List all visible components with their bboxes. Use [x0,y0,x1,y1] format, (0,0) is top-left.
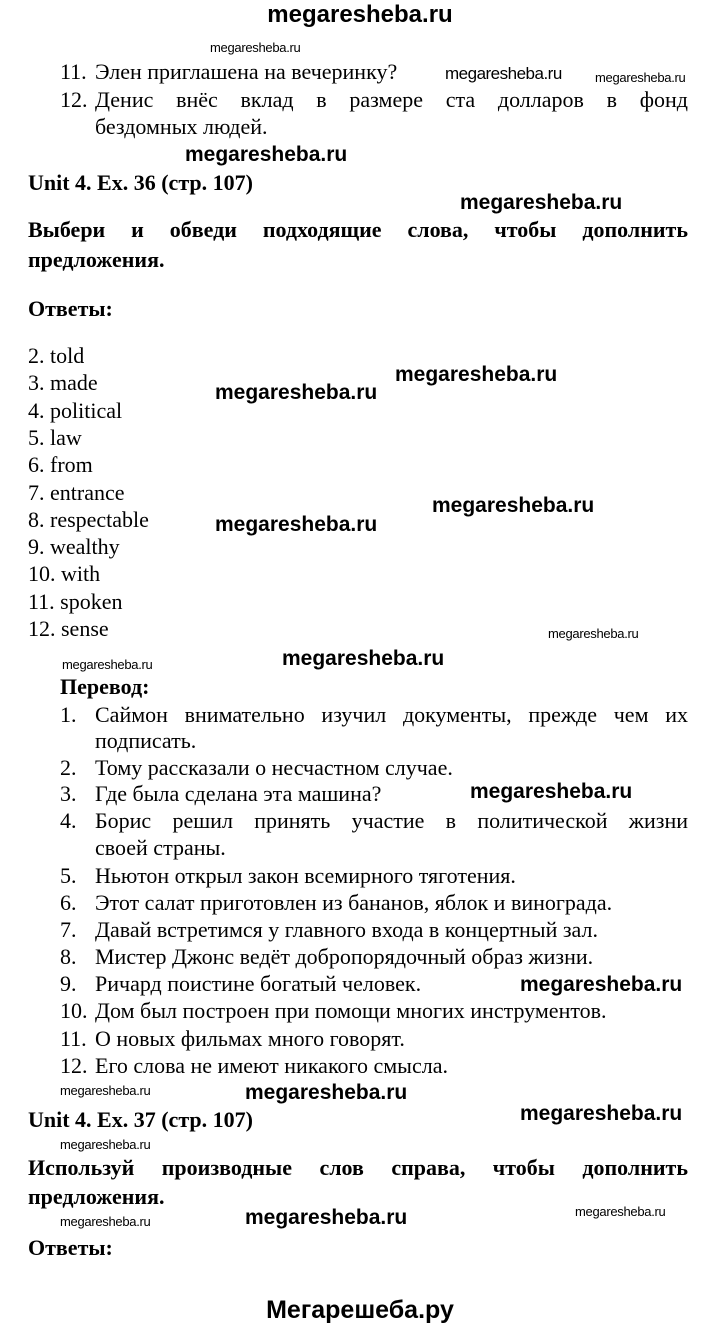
item-number: 8. [60,944,77,969]
item-text: Денис внёс вклад в размере ста долларов в фонд [95,87,688,112]
ex36-title: Unit 4. Ex. 36 (стр. 107) [28,170,253,195]
item-text: Элен приглашена на вечеринку? [95,59,398,84]
item-text: Где была сделана эта машина? [95,781,382,806]
translation-item [60,863,688,889]
watermark: megaresheba.ru [595,70,686,85]
item-number: 5. [60,863,77,888]
translation-item [60,1053,688,1079]
watermark: megaresheba.ru [575,1204,666,1219]
item-text: О новых фильмах много говорят. [95,1026,405,1051]
item-number: 6. [60,890,77,915]
watermark: megaresheba.ru [215,513,378,536]
watermark: megaresheba.ru [548,626,639,641]
item-number: 7. [60,917,77,942]
answer-item: 3. made [28,370,98,396]
item-text: Саймон внимательно изучил документы, прежде чем их [95,702,688,727]
item-text: Ньютон открыл закон всемирного тяготения. [95,863,516,888]
translation-item [60,1026,688,1052]
item-number: 11. [60,1026,87,1051]
translation-item [60,890,688,916]
item-number: 12. [60,87,88,112]
ex36-translation-label: Перевод: [60,674,150,699]
answer-item: 9. wealthy [28,534,120,560]
translation-item-continuation: подписать. [95,728,197,753]
list-item [60,59,688,85]
site-header: megaresheba.ru [267,1,453,28]
item-number: 1. [60,702,77,727]
ex37-task-line2: предложения. [28,1184,165,1209]
item-text: Его слова не имеют никакого смысла. [95,1053,448,1078]
item-text: Дом был построен при помощи многих инструментов. [95,998,607,1023]
answer-item: 5. law [28,424,82,450]
item-text: Ричард поистине богатый человек. [95,971,422,996]
translation-item [60,917,688,943]
answer-item: 11. spoken [28,588,123,614]
watermark: megaresheba.ru [445,64,562,83]
answer-item: 10. with [28,561,101,587]
list-item-continuation: бездомных людей. [95,114,268,139]
translation-item [60,808,688,834]
translation-item [60,702,688,728]
watermark: megaresheba.ru [60,1083,151,1098]
answer-item: 8. respectable [28,506,149,532]
answer-item: 4. political [28,397,123,423]
watermark: megaresheba.ru [520,1102,683,1125]
item-number: 4. [60,808,77,833]
watermark: megaresheba.ru [282,647,445,670]
ex37-answers-label: Ответы: [28,1235,113,1260]
ex36-task-line1: Выбери и обведи подходящие слова, чтобы дополнить [28,217,688,242]
ex36-task-line2: предложения. [28,247,165,272]
item-text: Этот салат приготовлен из бананов, яблок и винограда. [95,890,613,915]
item-number: 3. [60,781,77,806]
answer-item: 7. entrance [28,479,125,505]
watermark: megaresheba.ru [520,973,683,996]
ex37-title: Unit 4. Ex. 37 (стр. 107) [28,1107,253,1132]
item-text: Давай встретимся у главного входа в концертный зал. [95,917,598,942]
translation-item [60,998,688,1024]
translation-item-continuation: своей страны. [95,835,226,860]
list-item [60,87,688,113]
item-number: 12. [60,1053,88,1078]
item-number: 11. [60,59,87,84]
item-text: Мистер Джонс ведёт добропорядочный образ жизни. [95,944,594,969]
watermark: megaresheba.ru [210,40,301,55]
answer-item: 12. sense [28,616,109,641]
watermark: megaresheba.ru [185,143,348,166]
item-number: 10. [60,998,88,1023]
watermark: megaresheba.ru [460,191,623,214]
watermark: megaresheba.ru [60,1137,151,1152]
ex36-answers-label: Ответы: [28,296,113,321]
item-text: Борис решил принять участие в политической жизни [95,808,688,833]
item-number: 9. [60,971,77,996]
watermark: megaresheba.ru [62,657,153,672]
item-text: Тому рассказали о несчастном случае. [95,755,453,780]
translation-item [60,944,688,970]
site-footer: Мегарешеба.ру [266,1296,454,1324]
watermark: megaresheba.ru [245,1081,408,1104]
watermark: megaresheba.ru [245,1206,408,1229]
answer-item: 6. from [28,452,93,478]
answer-item: 2. told [28,343,85,368]
watermark: megaresheba.ru [395,363,558,386]
watermark: megaresheba.ru [470,780,633,803]
ex37-task-line1: Используй производные слов справа, чтобы дополнить [28,1155,688,1180]
watermark: megaresheba.ru [432,494,595,517]
translation-item [60,755,688,781]
watermark: megaresheba.ru [215,381,378,404]
item-number: 2. [60,755,77,780]
watermark: megaresheba.ru [60,1214,151,1229]
